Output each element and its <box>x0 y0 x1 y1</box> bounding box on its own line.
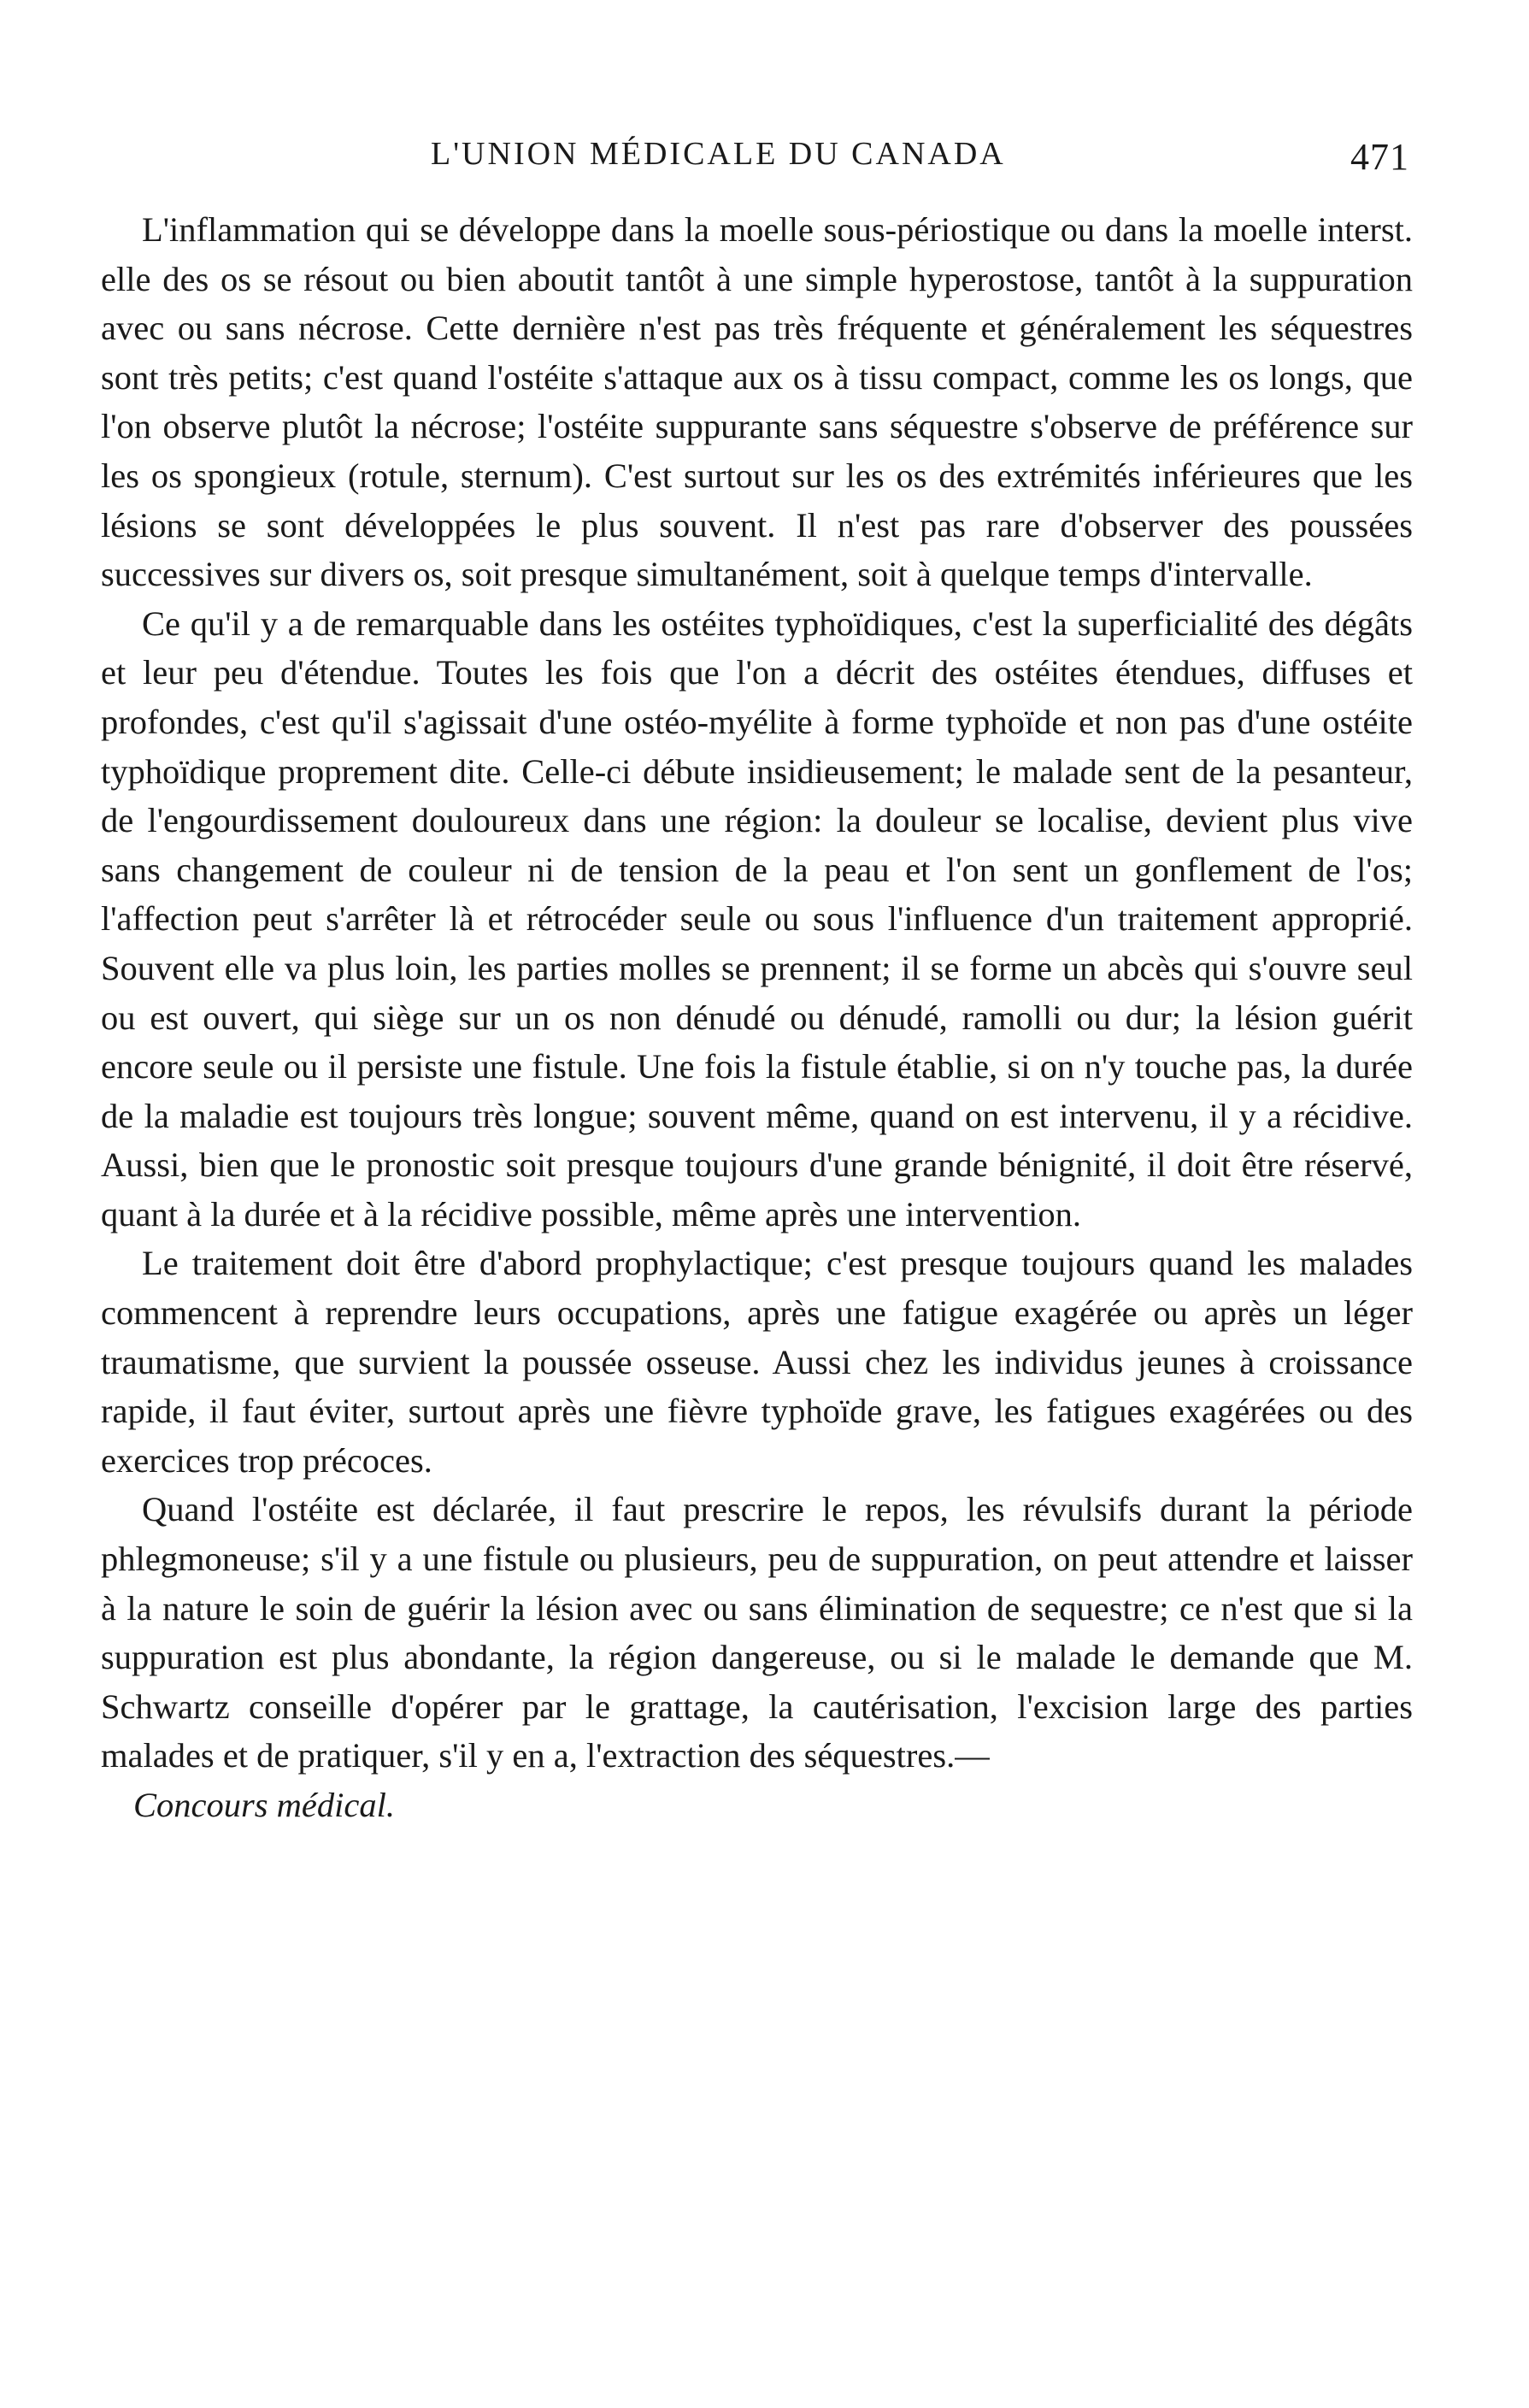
paragraph-superficiality: Ce qu'il y a de remarquable dans les ostéites typhoïdiques, c'est la superficialité des dégâts et leur peu d'étendue. Toutes les fois que l'on a décrit des ostéites étendues, diffuses et profondes, c'est qu'il s'agissait d'une ostéo-myélite à forme typhoïde et non pas d'une ostéite typhoïdique proprement dite. Celle-ci débute insidieusement; le malade sent de la pesanteur, de l'engourdissement douloureux dans une région: la douleur se localise, devient plus vive sans changement de couleur ni de tension de la peau et l'on sent un gonflement de l'os; l'affection peut s'arrêter là et rétrocéder seule ou sous l'influence d'un traitement approprié. Souvent elle va plus loin, les parties molles se prennent; il se forme un abcès qui s'ouvre seul ou est ouvert, qui siège sur un os non dénudé ou dénudé, ramolli ou dur; la lésion guérit encore seule ou il persiste une fistule. Une fois la fistule établie, si on n'y touche pas, la durée de la maladie est toujours très longue; souvent même, quand on est intervenu, il y a récidive. Aussi, bien que le pronostic soit presque toujours d'une grande bénignité, il doit être réservé, quant à la durée et à la récidive possible, même après une intervention. <box>101 603 1413 1233</box>
running-title: L'UNION MÉDICALE DU CANADA <box>431 136 1006 172</box>
article-body <box>101 205 1413 1830</box>
running-head <box>431 135 1409 186</box>
paragraph-treatment: Le traitement doit être d'abord prophylactique; c'est presque toujours quand les malades commencent à reprendre leurs occupations, après une fatigue exagérée ou après un léger traumatisme, que survient la poussée osseuse. Aussi chez les individus jeunes à croissance rapide, il faut éviter, surtout après une fièvre typhoïde grave, les fatigues exagérées ou des exercices trop précoces. <box>101 1244 1413 1480</box>
paragraph-surgery: Quand l'ostéite est déclarée, il faut prescrire le repos, les révulsifs durant la période phlegmoneuse; s'il y a une fistule ou plusieurs, peu de suppuration, on peut attendre et laisser à la nature le soin de guérir la lésion avec ou sans élimination de sequestre; ce n'est que si la suppuration est plus abondante, la région dangereuse, ou si le malade le demande que M. Schwartz conseille d'opérer par le grattage, la cautérisation, l'excision large des parties malades et de pratiquer, s'il y en a, l'extraction des séquestres.— <box>101 1490 1413 1775</box>
page-number: 471 <box>1350 136 1409 178</box>
source-citation: Concours médical. <box>133 1786 395 1824</box>
paragraph-inflammation: L'inflammation qui se développe dans la moelle sous-périostique ou dans la moelle interst. elle des os se résout ou bien aboutit tantôt à une simple hyperostose, tantôt à la suppuration avec ou sans nécrose. Cette dernière n'est pas très fréquente et généralement les séquestres sont très petits; c'est quand l'ostéite s'attaque aux os à tissu compact, comme les os longs, que l'on observe plutôt la nécrose; l'ostéite suppurante sans séquestre s'observe de préférence sur les os spongieux (rotule, sternum). C'est surtout sur les os des extrémités inférieures que les lésions se sont développées le plus souvent. Il n'est pas rare d'observer des poussées successives sur divers os, soit presque simultanément, soit à quelque temps d'intervalle. <box>101 210 1413 594</box>
